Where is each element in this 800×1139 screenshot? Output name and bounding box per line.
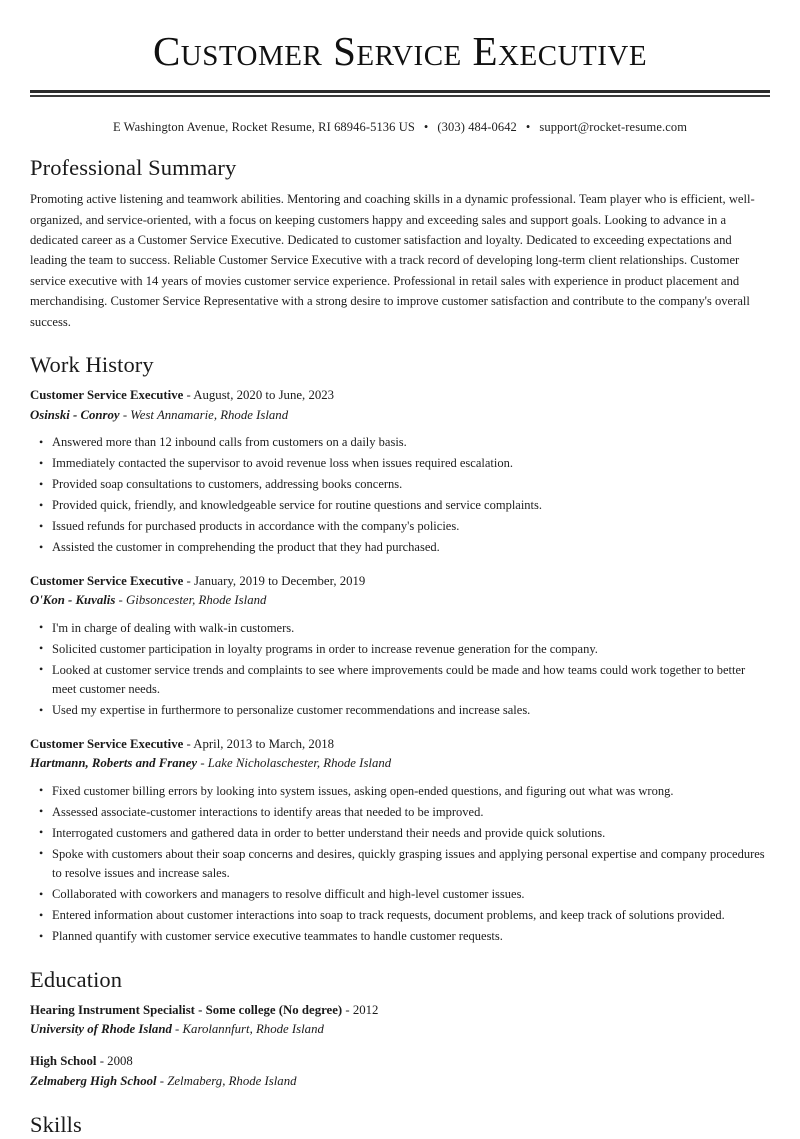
- contact-separator-2: •: [525, 120, 531, 135]
- work-entry-headline: [30, 572, 770, 591]
- list-item: • Provided quick, friendly, and knowledgeable service for routine questions and service complaints.: [30, 496, 770, 516]
- education-entry: [30, 1052, 770, 1090]
- work-entry: [30, 572, 770, 721]
- contact-email[interactable]: support@rocket-resume.com: [539, 120, 688, 135]
- work-entry-organization: Osinski - Conroy: [30, 407, 120, 422]
- section-heading-work-history: Work History: [30, 351, 154, 377]
- list-item: • Assessed associate-customer interactions to identify areas that needed to be improved.: [30, 803, 770, 823]
- list-item: • I'm in charge of dealing with walk-in customers.: [30, 619, 770, 639]
- education-location: Zelmaberg, Rhode Island: [167, 1073, 297, 1088]
- list-item: • Entered information about customer interactions into soap to track requests, document problems, and keep track of solutions provided.: [30, 906, 770, 926]
- list-item: • Collaborated with coworkers and managers to resolve difficult and high-level customer issues.: [30, 885, 770, 905]
- education-entry-separator: -: [345, 1002, 350, 1017]
- education-entry-separator: -: [99, 1054, 104, 1069]
- education-year: 2008: [107, 1054, 133, 1069]
- section-heading-education: Education: [30, 966, 123, 992]
- work-entry-bullets: [30, 619, 770, 721]
- contact-phone: (303) 484-0642: [437, 120, 517, 135]
- education-degree: Hearing Instrument Specialist - Some college (No degree): [30, 1002, 343, 1017]
- work-entry-dates: January, 2019 to December, 2019: [193, 573, 366, 588]
- work-entry-bullets: [30, 433, 770, 558]
- section-heading-summary: Professional Summary: [30, 155, 237, 181]
- contact-separator-1: •: [423, 120, 429, 135]
- work-entry-separator: -: [200, 756, 205, 771]
- list-item: • Immediately contacted the supervisor to avoid revenue loss when issues required escalation.: [30, 454, 770, 474]
- work-entry-dates: August, 2020 to June, 2023: [193, 388, 335, 403]
- summary-text: Promoting active listening and teamwork abilities. Mentoring and coaching skills in a dynamic professional. Team player who is efficient, well-organized, and service-oriented, with a focus on keeping customers happy and exceeding sales and support goals. Looking to advance in a dedicated career as a Customer Service Executive. Dedicated to customer satisfaction and loyalty. Dedicated to exceeding expectations and leading the team to success. Reliable Customer Service Executive with a track record of developing long-term client relationships. Customer service executive with 14 years of movies customer service experience. Professional in retail sales with experience in product placement and merchandising. Customer Service Representative with a strong desire to improve customer satisfaction and contribute to the company's overall success.: [30, 192, 755, 329]
- divider-rule-thin: [30, 95, 770, 97]
- education-school: Zelmaberg High School: [30, 1073, 157, 1088]
- work-entry-headline: [30, 386, 770, 405]
- education-entry-separator: -: [159, 1073, 165, 1088]
- list-item: • Answered more than 12 inbound calls from customers on a daily basis.: [30, 433, 770, 453]
- list-item: • Fixed customer billing errors by looking into system issues, asking open-ended questions, and figuring out what was wrong.: [30, 782, 770, 802]
- work-entry-location: Lake Nicholaschester, Rhode Island: [207, 756, 392, 771]
- section-skills: [30, 1111, 770, 1139]
- list-item: • Assisted the customer in comprehending the product that they had purchased.: [30, 538, 770, 558]
- section-work-history: [30, 351, 770, 947]
- education-location: Karolannfurt, Rhode Island: [182, 1022, 324, 1037]
- work-entry-organization: O'Kon - Kuvalis: [30, 593, 116, 608]
- education-entry: [30, 1001, 770, 1039]
- section-professional-summary: [30, 154, 770, 332]
- education-entry-subline: [30, 1072, 770, 1091]
- education-entry-separator: -: [175, 1022, 180, 1037]
- section-heading-skills: Skills: [30, 1112, 82, 1138]
- header-divider: [30, 90, 770, 97]
- list-item: • Provided soap consultations to customers, addressing books concerns.: [30, 475, 770, 495]
- list-item: • Solicited customer participation in loyalty programs in order to increase revenue generation for the company.: [30, 640, 770, 660]
- section-education: [30, 966, 770, 1090]
- work-entry-role: Customer Service Executive: [30, 573, 184, 588]
- work-entry-subline: [30, 591, 770, 610]
- education-degree: High School: [30, 1054, 97, 1069]
- list-item: • Planned quantify with customer service executive teammates to handle customer requests.: [30, 927, 770, 947]
- work-entry-separator: -: [118, 593, 123, 608]
- list-item: • Interrogated customers and gathered data in order to better understand their needs and provide quick solutions.: [30, 824, 770, 844]
- contact-line: [30, 120, 770, 135]
- list-item: • Used my expertise in furthermore to personalize customer recommendations and increase sales.: [30, 701, 770, 721]
- work-entry-separator: -: [186, 736, 191, 751]
- page-title: Customer Service Executive: [152, 28, 648, 74]
- education-entry-subline: [30, 1020, 770, 1039]
- education-year: 2012: [352, 1002, 379, 1017]
- work-entry-role: Customer Service Executive: [30, 388, 184, 403]
- work-entry-separator: -: [186, 388, 191, 403]
- work-entry-separator: -: [186, 573, 191, 588]
- work-entry: [30, 735, 770, 947]
- work-entry-subline: [30, 754, 770, 773]
- list-item: • Looked at customer service trends and complaints to see where improvements could be made and how teams could work together to better meet customer needs.: [30, 661, 770, 700]
- work-entry-subline: [30, 406, 770, 425]
- list-item: • Spoke with customers about their soap concerns and desires, quickly grasping issues and applying personal expertise and company procedures to resolve issues and increase sales.: [30, 845, 770, 884]
- work-entry-location: West Annamarie, Rhode Island: [130, 407, 289, 422]
- work-entry-separator: -: [122, 407, 128, 422]
- work-entry-location: Gibsoncester, Rhode Island: [126, 593, 267, 608]
- work-entry-role: Customer Service Executive: [30, 736, 184, 751]
- contact-address: E Washington Avenue, Rocket Resume, RI 68946-5136 US: [112, 120, 415, 135]
- work-entry-dates: April, 2013 to March, 2018: [193, 736, 335, 751]
- work-entry-organization: Hartmann, Roberts and Franey: [30, 756, 198, 771]
- work-entry: [30, 386, 770, 558]
- education-entry-headline: [30, 1001, 770, 1020]
- education-entry-headline: [30, 1052, 770, 1071]
- list-item: • Issued refunds for purchased products in accordance with the company's policies.: [30, 517, 770, 537]
- work-entry-headline: [30, 735, 770, 754]
- work-entry-bullets: [30, 782, 770, 947]
- education-school: University of Rhode Island: [30, 1022, 172, 1037]
